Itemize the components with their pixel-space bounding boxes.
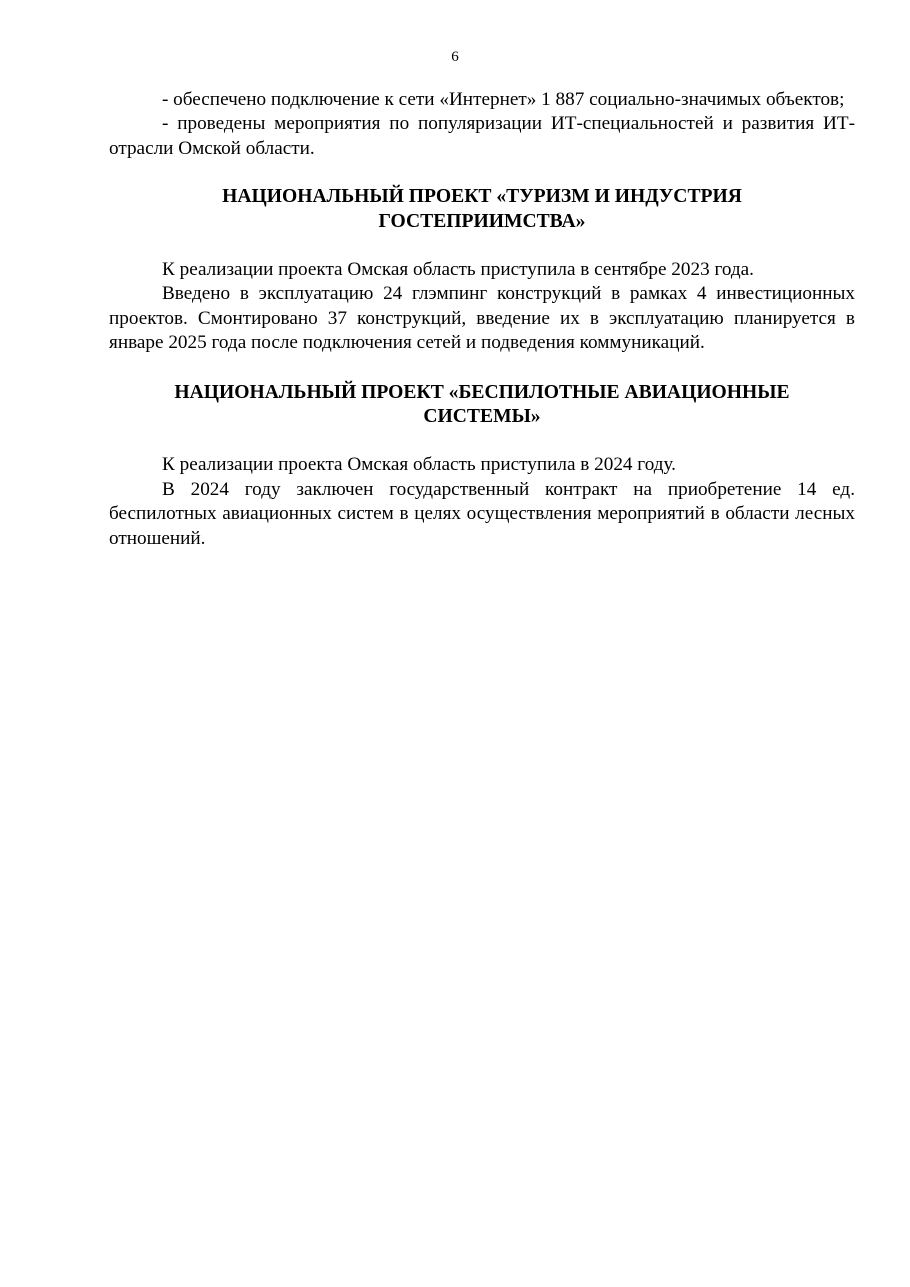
bullet-internet-connection: - обеспечено подключение к сети «Интернет» 1 887 социально-значимых объектов;	[162, 89, 845, 110]
document-body	[109, 88, 855, 551]
section-heading-drones: НАЦИОНАЛЬНЫЙ ПРОЕКТ «БЕСПИЛОТНЫЕ АВИАЦИОННЫЕ СИСТЕМЫ»	[174, 381, 790, 428]
drones-paragraph-contract: В 2024 году заключен государственный контракт на приобретение 14 ед. беспилотных авиационных систем в целях осуществления мероприятий в области лесных отношений.	[109, 478, 855, 549]
bullet-it-popularization: - проведены мероприятия по популяризации ИТ-специальностей и развития ИТ-отрасли Омской области.	[109, 113, 855, 159]
page-number: 6	[451, 49, 459, 65]
tourism-paragraph-start: К реализации проекта Омская область приступила в сентябре 2023 года.	[162, 259, 754, 281]
section-heading-tourism: НАЦИОНАЛЬНЫЙ ПРОЕКТ «ТУРИЗМ И ИНДУСТРИЯ ГОСТЕПРИИМСТВА»	[222, 186, 742, 232]
drones-paragraph-start: К реализации проекта Омская область приступила в 2024 году.	[162, 454, 676, 476]
tourism-paragraph-glamping: Введено в эксплуатацию 24 глэмпинг конструкций в рамках 4 инвестиционных проектов. Смонтировано 37 конструкций, введение их в эксплуатацию планируется в январе 2025 года после подключения сетей и подведения коммуникаций.	[109, 283, 855, 354]
